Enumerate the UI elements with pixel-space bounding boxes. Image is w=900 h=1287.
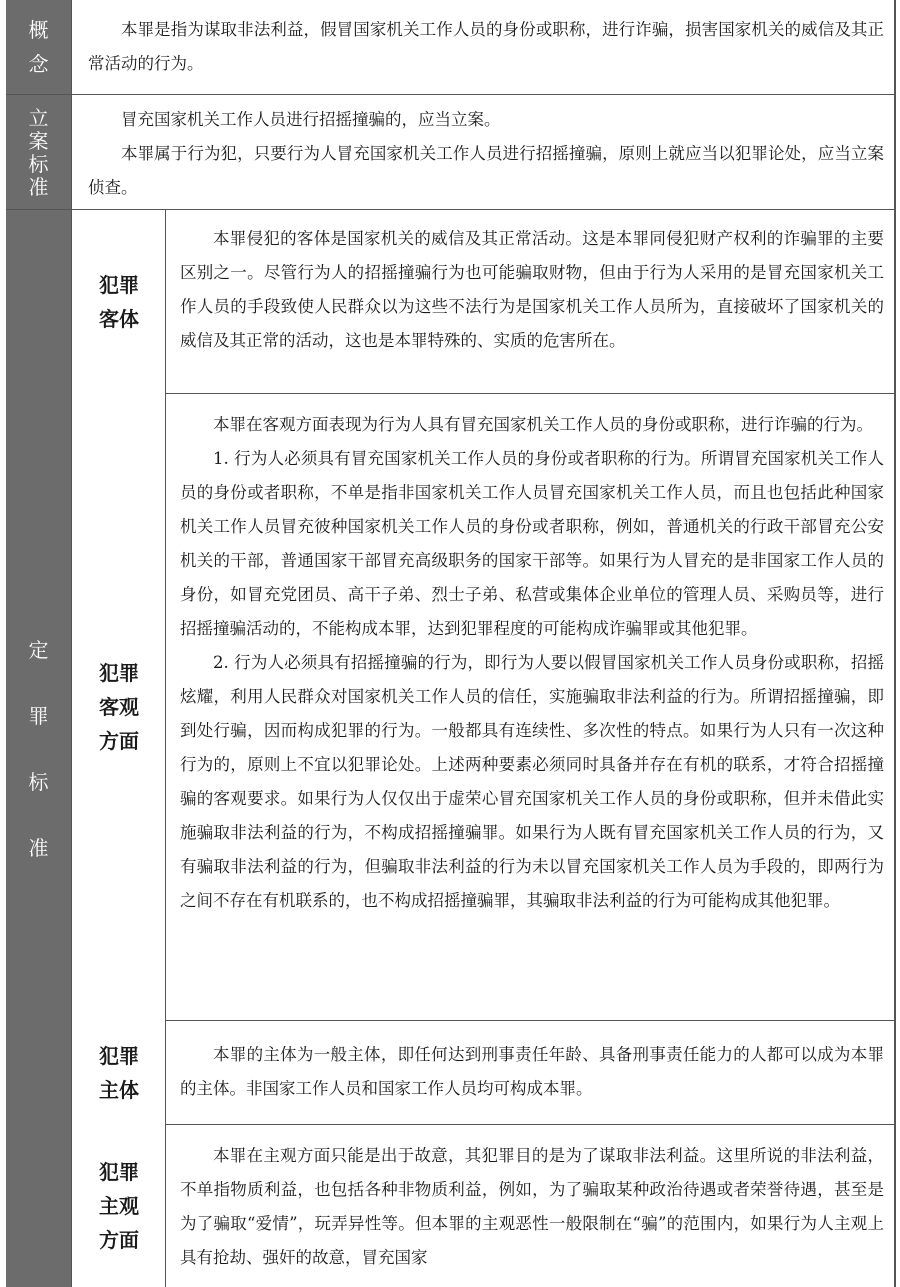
section-divider	[166, 1124, 896, 1125]
section-title-line: 犯罪	[99, 1043, 139, 1068]
section-title-object	[72, 210, 166, 393]
section-title-line: 犯罪	[99, 1160, 139, 1184]
section-title-objective	[72, 394, 166, 1020]
label-char: 罪	[28, 703, 49, 728]
row-label-filing	[6, 95, 71, 209]
paragraph: 冒充国家机关工作人员进行招摇撞骗的，应当立案。	[121, 110, 501, 129]
section-text-subjective	[180, 1139, 884, 1275]
label-char: 念	[28, 52, 49, 76]
section-title-subject	[72, 1021, 166, 1124]
section-divider	[166, 393, 896, 394]
section-title-line: 犯罪	[99, 661, 139, 685]
filing-standard-text	[88, 103, 884, 205]
section-title-line: 方面	[99, 1228, 139, 1252]
row-divider	[6, 94, 896, 95]
paragraph: 本罪的主体为一般主体，即任何达到刑事责任年龄、具备刑事责任能力的人都可以成为本罪的主体。非国家工作人员和国家工作人员均可构成本罪。	[180, 1045, 884, 1098]
section-title-line: 方面	[99, 729, 139, 753]
label-char: 准	[28, 174, 49, 199]
paragraph: 本罪在主观方面只能是出于故意，其犯罪目的是为了谋取非法利益。这里所说的非法利益，不单指物质利益，也包括各种非物质利益，例如，为了骗取某种政治待遇或者荣誉待遇，甚至是为了骗取“爱情”，玩弄异性等。但本罪的主观恶性一般限制在“骗”的范围内，如果行为人主观上具有抢劫、强奸的故意，冒充国家	[180, 1146, 884, 1267]
row-label-concept	[6, 0, 71, 94]
label-char: 标	[28, 769, 49, 794]
paragraph: 本罪在客观方面表现为行为人具有冒充国家机关工作人员的身份或职称，进行诈骗的行为。	[213, 415, 873, 434]
paragraph: 1. 行为人必须具有冒充国家机关工作人员的身份或者职称的行为。所谓冒充国家机关工作人员的身份或者职称，不单是指非国家机关工作人员冒充国家机关工作人员，而且也包括此种国家机关工作人员冒充彼种国家机关工作人员的身份或者职称，例如，普通机关的行政干部冒充公安机关的干部，普通国家干部冒充高级职务的国家干部等。如果行为人冒充的是非国家工作人员的身份，如冒充党团员、高干子弟、烈士子弟、私营或集体企业单位的管理人员、采购员等，进行招摇撞骗活动的，不能构成本罪，达到犯罪程度的可能构成诈骗罪或其他犯罪。	[180, 449, 884, 638]
label-char: 概	[28, 18, 49, 42]
paragraph: 本罪是指为谋取非法利益，假冒国家机关工作人员的身份或职称，进行诈骗，损害国家机关的威信及其正常活动的行为。	[88, 20, 884, 73]
section-divider	[166, 1020, 896, 1021]
section-text-object	[180, 222, 884, 358]
section-text-objective	[180, 408, 884, 918]
paragraph: 本罪属于行为犯，只要行为人冒充国家机关工作人员进行招摇撞骗，原则上就应当以犯罪论处，应当立案侦查。	[88, 144, 884, 197]
label-char: 案	[28, 128, 49, 153]
row-label-conviction	[6, 210, 71, 1287]
section-title-line: 主观	[99, 1194, 139, 1218]
label-char: 定	[28, 637, 49, 662]
paragraph: 2. 行为人必须具有招摇撞骗的行为，即行为人要以假冒国家机关工作人员身份或职称，招摇炫耀，利用人民群众对国家机关工作人员的信任，实施骗取非法利益的行为。所谓招摇撞骗，即到处行骗，因而构成犯罪的行为。一般都具有连续性、多次性的特点。如果行为人只有一次这种行为的，原则上不宜以犯罪论处。上述两种要素必须同时具备并存在有机的联系，才符合招摇撞骗的客观要求。如果行为人仅仅出于虚荣心冒充国家机关工作人员的身份或职称，但并未借此实施骗取非法利益的行为，不构成招摇撞骗罪。如果行为人既有冒充国家机关工作人员的行为，又有骗取非法利益的行为，但骗取非法利益的行为未以冒充国家机关工作人员为手段的，即两行为之间不存在有机联系的，也不构成招摇撞骗罪，其骗取非法利益的行为可能构成其他犯罪。	[180, 653, 884, 910]
section-text-subject	[180, 1038, 884, 1106]
label-char: 立	[28, 105, 49, 130]
section-title-line: 客观	[99, 695, 139, 719]
concept-text	[88, 13, 884, 81]
label-char: 标	[28, 151, 49, 176]
section-title-subjective	[72, 1125, 166, 1287]
section-title-line: 客体	[99, 306, 139, 331]
section-title-line: 主体	[99, 1077, 139, 1102]
section-title-line: 犯罪	[99, 272, 139, 297]
paragraph: 本罪侵犯的客体是国家机关的威信及其正常活动。这是本罪同侵犯财产权利的诈骗罪的主要区别之一。尽管行为人的招摇撞骗行为也可能骗取财物，但由于行为人采用的是冒充国家机关工作人员的手段致使人民群众以为这些不法行为是国家机关工作人员所为，直接破坏了国家机关的威信及其正常的活动，这也是本罪特殊的、实质的危害所在。	[180, 229, 884, 350]
label-char: 准	[28, 835, 49, 860]
